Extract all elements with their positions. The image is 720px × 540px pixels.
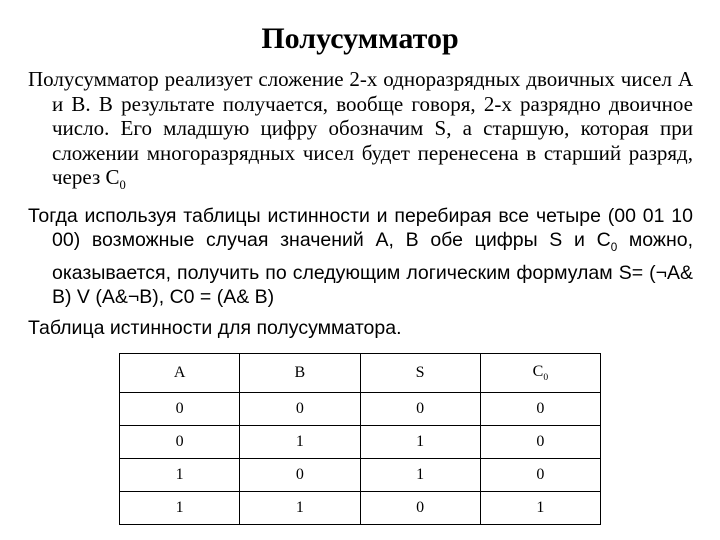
- table-row: [120, 459, 601, 492]
- truth-table: [119, 353, 601, 525]
- header-cell-b: B: [240, 354, 360, 393]
- paragraph-definition: [28, 67, 693, 198]
- table-cell: 1: [240, 492, 360, 525]
- header-cell-c0-subscript: 0: [543, 372, 549, 384]
- subscript-zero: 0: [610, 241, 618, 255]
- table-cell: 0: [240, 393, 360, 426]
- subscript-zero: 0: [119, 178, 126, 193]
- table-row: [120, 492, 601, 525]
- header-cell-c0-letter: C: [532, 362, 544, 380]
- table-cell: 0: [480, 393, 600, 426]
- page-title: Полусумматор: [261, 22, 459, 55]
- paragraph-formulas-text-a: Тогда используя таблицы истинности и перебирая все четыре (00 01 10 00) возможные случая значений A, B обе цифры S и C: [28, 204, 693, 252]
- table-row: [120, 426, 601, 459]
- table-cell: 0: [480, 459, 600, 492]
- table-cell: 0: [120, 426, 240, 459]
- paragraph-definition-text: Полусумматор реализует сложение 2-х одноразрядных двоичных чисел А и В. В результате получается, вообще говоря, 2-х разрядно двоичное число. Его младшую цифру обозначим S, а старшую, которая при сложении многоразрядных чисел будет перенесена в старший разряд, через C: [28, 67, 693, 189]
- table-cell: 1: [120, 459, 240, 492]
- paragraph-formulas-text-b: можно, оказывается, получить по следующим логическим формулам S= (¬A& B) V (A&¬B), C0 = (A& B): [52, 229, 694, 309]
- table-header-row: [120, 354, 601, 393]
- table-cell: 1: [120, 492, 240, 525]
- table-cell: 0: [120, 393, 240, 426]
- table-cell: 1: [480, 492, 600, 525]
- content-body: [28, 67, 693, 346]
- table-cell: 0: [240, 459, 360, 492]
- paragraph-table-caption: Таблица истинности для полусумматора.: [28, 316, 402, 339]
- table-cell: 0: [360, 492, 480, 525]
- table-cell: 0: [480, 426, 600, 459]
- header-cell-c0: [480, 354, 600, 393]
- header-cell-s: S: [360, 354, 480, 393]
- table-cell: 1: [240, 426, 360, 459]
- table-row: [120, 393, 601, 426]
- table-cell: 0: [360, 393, 480, 426]
- table-cell: 1: [360, 426, 480, 459]
- table-cell: 1: [360, 459, 480, 492]
- header-cell-a: A: [120, 354, 240, 393]
- paragraph-formulas: [28, 204, 693, 310]
